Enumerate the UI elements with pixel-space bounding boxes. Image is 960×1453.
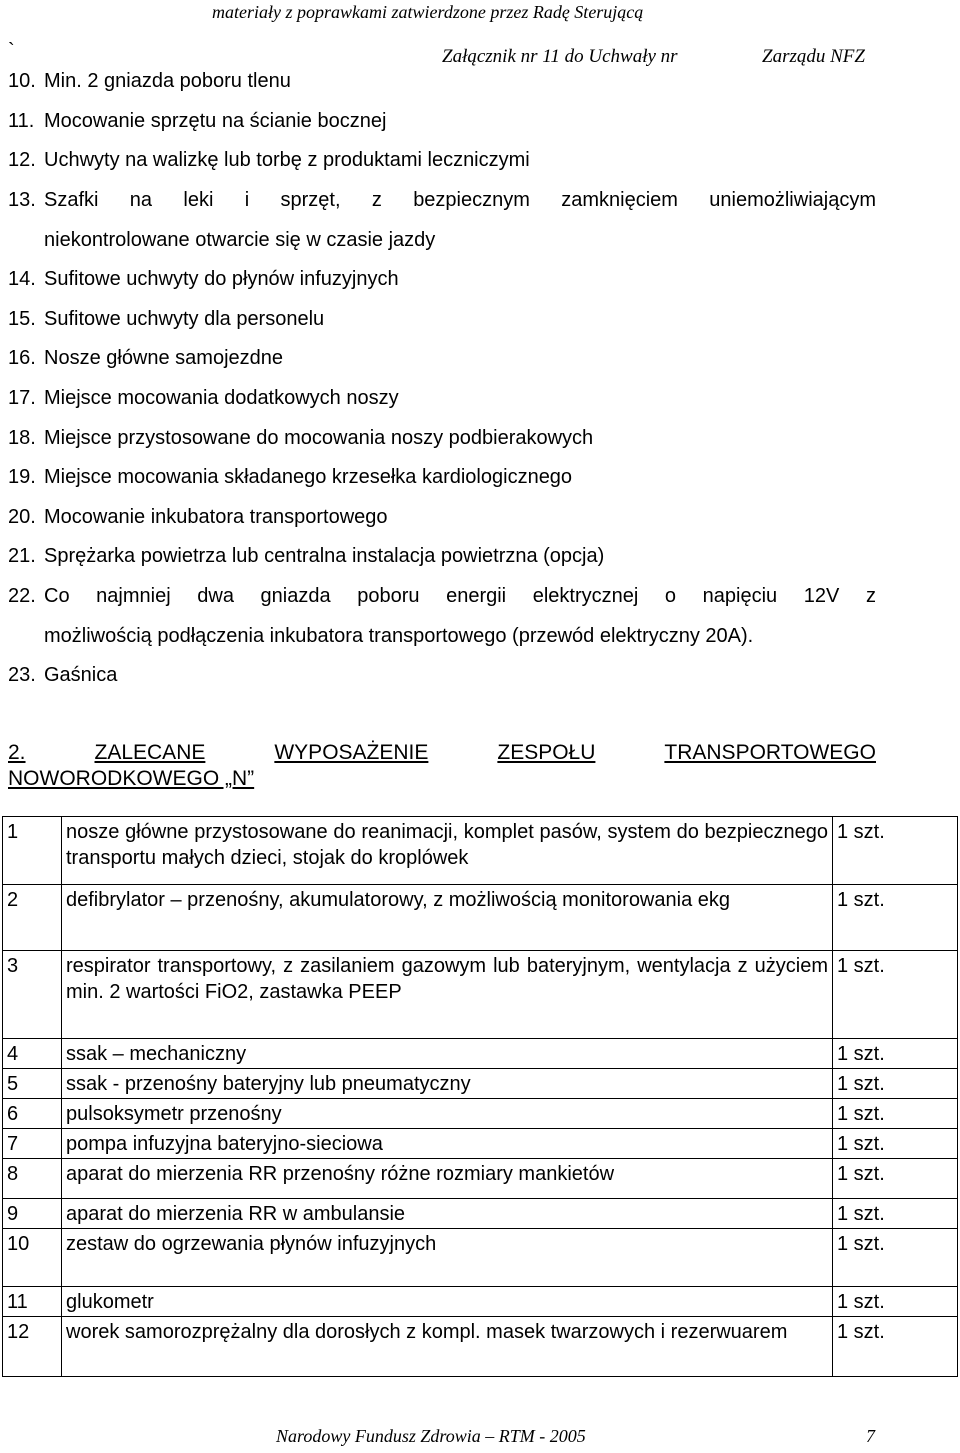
justified-word: Co: [44, 585, 70, 607]
justified-word: 12V: [803, 585, 840, 607]
row-description: zestaw do ogrzewania płynów infuzyjnych: [62, 1229, 833, 1287]
row-quantity: 1 szt.: [833, 1317, 958, 1377]
list-item-number: 20.: [8, 506, 36, 528]
document-header-note: materiały z poprawkami zatwierdzone przez Radę Sterującą: [212, 2, 644, 22]
row-description: pompa infuzyjna bateryjno-sieciowa: [62, 1129, 833, 1159]
list-item-number: 18.: [8, 427, 36, 449]
row-number: 8: [3, 1159, 62, 1199]
list-item-text: Min. 2 gniazda poboru tlenu: [44, 70, 291, 92]
row-quantity: 1 szt.: [833, 1129, 958, 1159]
row-description: defibrylator – przenośny, akumulatorowy, z możliwością monitorowania ekg: [62, 885, 833, 951]
justified-word: i: [244, 189, 250, 211]
list-item-number: 11.: [8, 110, 35, 132]
table-row: [3, 817, 958, 885]
row-description: respirator transportowy, z zasilaniem gazowym lub bateryjnym, wentylacja z użyciem min. 2 wartości FiO2, zastawka PEEP: [62, 951, 833, 1039]
list-item-number: 21.: [8, 545, 36, 567]
row-quantity: 1 szt.: [833, 885, 958, 951]
justified-word: o: [664, 585, 677, 607]
annex-label: Załącznik nr 11 do Uchwały nr: [442, 46, 678, 67]
table-row: [3, 1039, 958, 1069]
section-heading-line1: [8, 740, 876, 766]
row-description: ssak – mechaniczny: [62, 1039, 833, 1069]
row-quantity: 1 szt.: [833, 1069, 958, 1099]
list-item-number: 16.: [8, 347, 36, 369]
stray-mark: `: [8, 40, 15, 62]
table-row: [3, 1287, 958, 1317]
section-number: 2.: [8, 741, 26, 764]
row-number: 12: [3, 1317, 62, 1377]
row-number: 5: [3, 1069, 62, 1099]
list-item-text-continued: niekontrolowane otwarcie się w czasie jazdy: [44, 229, 436, 251]
row-description: pulsoksymetr przenośny: [62, 1099, 833, 1129]
annex-authority: Zarządu NFZ: [762, 46, 865, 67]
row-description: aparat do mierzenia RR w ambulansie: [62, 1199, 833, 1229]
row-number: 4: [3, 1039, 62, 1069]
table-row: [3, 1069, 958, 1099]
justified-word: Szafki: [44, 189, 99, 211]
section-heading: [8, 740, 876, 792]
list-item-number: 23.: [8, 664, 36, 686]
list-item-number: 14.: [8, 268, 36, 290]
row-description: worek samorozprężalny dla dorosłych z kompl. masek twarzowych i rezerwuarem: [62, 1317, 833, 1377]
section-heading-line2: NOWORODKOWEGO „N”: [8, 767, 255, 790]
list-item-number: 10.: [8, 70, 36, 92]
list-item-number: 19.: [8, 466, 36, 488]
table-row: [3, 1199, 958, 1229]
row-number: 9: [3, 1199, 62, 1229]
justified-word: na: [129, 189, 153, 211]
row-number: 3: [3, 951, 62, 1039]
row-number: 1: [3, 817, 62, 885]
justified-word: gniazda: [260, 585, 331, 607]
list-item-text: Miejsce mocowania dodatkowych noszy: [44, 387, 399, 409]
table-row: [3, 1129, 958, 1159]
table-row: [3, 1159, 958, 1199]
row-quantity: 1 szt.: [833, 1099, 958, 1129]
list-item-text: Uchwyty na walizkę lub torbę z produktami leczniczymi: [44, 149, 530, 171]
justified-word: elektrycznej: [532, 585, 639, 607]
section-word: ZALECANE: [94, 741, 206, 764]
list-item-text-continued: możliwością podłączenia inkubatora transportowego (przewód elektryczny 20A).: [44, 625, 754, 647]
row-quantity: 1 szt.: [833, 1039, 958, 1069]
list-item-number: 22.: [8, 585, 36, 607]
table-row: [3, 1317, 958, 1377]
section-word: ZESPOŁU: [497, 741, 596, 764]
row-number: 2: [3, 885, 62, 951]
table-row: [3, 885, 958, 951]
justified-word: dwa: [197, 585, 234, 607]
table-row: [3, 1099, 958, 1129]
row-number: 11: [3, 1287, 62, 1317]
row-quantity: 1 szt.: [833, 817, 958, 885]
row-number: 10: [3, 1229, 62, 1287]
list-item-number: 12.: [8, 149, 36, 171]
row-description: aparat do mierzenia RR przenośny różne rozmiary mankietów: [62, 1159, 833, 1199]
row-quantity: 1 szt.: [833, 951, 958, 1039]
list-item-text: [44, 190, 876, 210]
row-quantity: 1 szt.: [833, 1229, 958, 1287]
row-number: 7: [3, 1129, 62, 1159]
list-item-number: 15.: [8, 308, 36, 330]
justified-word: bezpiecznym: [413, 189, 530, 211]
justified-word: sprzęt,: [280, 189, 341, 211]
equipment-table: [2, 816, 958, 1377]
row-quantity: 1 szt.: [833, 1199, 958, 1229]
row-description: ssak - przenośny bateryjny lub pneumatyczny: [62, 1069, 833, 1099]
row-quantity: 1 szt.: [833, 1287, 958, 1317]
justified-word: poboru: [357, 585, 420, 607]
table-row: [3, 951, 958, 1039]
list-item-number: 17.: [8, 387, 36, 409]
justified-word: z: [865, 585, 876, 607]
row-quantity: 1 szt.: [833, 1159, 958, 1199]
list-item-text: Miejsce mocowania składanego krzesełka kardiologicznego: [44, 466, 573, 488]
section-word: WYPOSAŻENIE: [274, 741, 429, 764]
list-item-text: [44, 586, 876, 606]
row-number: 6: [3, 1099, 62, 1129]
footer-text: Narodowy Fundusz Zdrowia – RTM - 2005: [276, 1426, 586, 1446]
justified-word: uniemożliwiającym: [709, 189, 876, 211]
justified-word: z: [371, 189, 382, 211]
table-row: [3, 1229, 958, 1287]
list-item-text: Sufitowe uchwyty dla personelu: [44, 308, 325, 330]
page-number: 7: [866, 1426, 875, 1446]
list-item-text: Sufitowe uchwyty do płynów infuzyjnych: [44, 268, 399, 290]
row-description: glukometr: [62, 1287, 833, 1317]
section-word: TRANSPORTOWEGO: [664, 741, 876, 764]
list-item-text: Mocowanie sprzętu na ścianie bocznej: [44, 110, 387, 132]
list-item-number: 13.: [8, 189, 36, 211]
list-item-text: Miejsce przystosowane do mocowania noszy podbierakowych: [44, 427, 594, 449]
justified-word: zamknięciem: [561, 189, 678, 211]
list-item-text: Mocowanie inkubatora transportowego: [44, 506, 388, 528]
row-description: nosze główne przystosowane do reanimacji, komplet pasów, system do bezpiecznego transportu małych dzieci, stojak do kroplówek: [62, 817, 833, 885]
justified-word: najmniej: [96, 585, 171, 607]
justified-word: leki: [183, 189, 214, 211]
list-item-text: Sprężarka powietrza lub centralna instalacja powietrzna (opcja): [44, 545, 605, 567]
list-item-text: Gaśnica: [44, 664, 118, 686]
list-item-text: Nosze główne samojezdne: [44, 347, 284, 369]
justified-word: napięciu: [702, 585, 778, 607]
justified-word: energii: [446, 585, 507, 607]
